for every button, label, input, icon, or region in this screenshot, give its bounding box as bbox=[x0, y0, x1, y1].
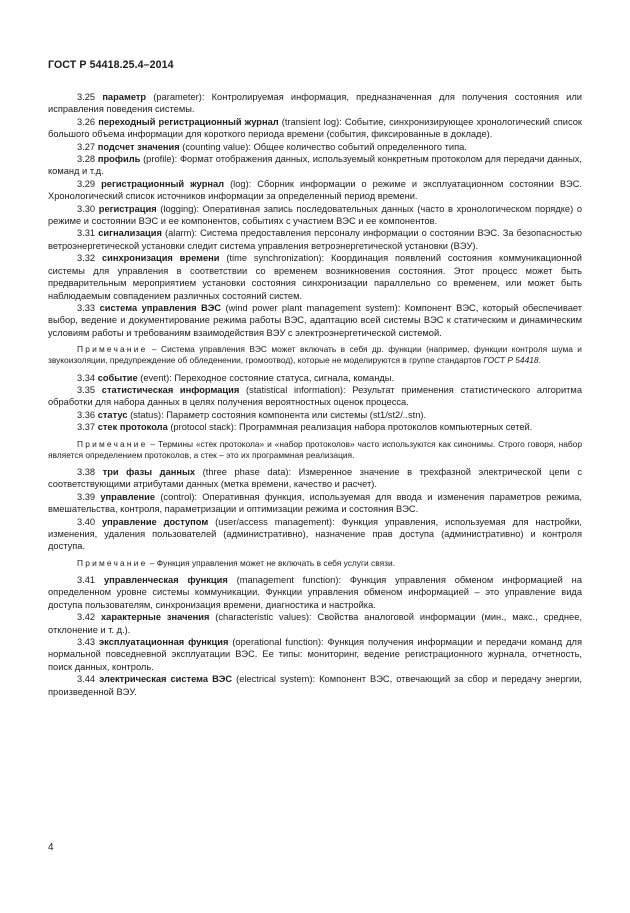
entry-definition: (wind power plant management system): Компонент ВЭС, который обеспечивает выбор, ведение и документирование режима работы ВЭС, адаптацию всей системы ВЭС к статическим и динамическим условиям работы и требованиям взаимодействия ВЭУ с электроэнергетической системой. bbox=[48, 302, 582, 338]
entry-definition: (operational function): Функция получения информации и передачи команд для нормальной повседневной эксплуатации ВЭС. Ее типы: мониторинг, ведение регистрационного журнала, отчетность, поиск данных, контроль. bbox=[48, 637, 582, 672]
entry-number: 3.35 bbox=[77, 384, 96, 395]
entry-term: стек протокола bbox=[97, 422, 168, 433]
entry-definition: (transient log): Событие, синхронизирующее хронологический список большого объема информации для короткого периода времени (события, фиксированные в докладе). bbox=[48, 116, 582, 140]
entry-definition: (logging): Оперативная запись последовательных данных (часто в хронологическом порядке) о режиме и состоянии ВЭС и ее компонентов, событиях с участием ВЭС и ее компонентов. bbox=[48, 203, 582, 227]
entry-term: сигнализация bbox=[98, 228, 162, 239]
standard-header: ГОСТ Р 54418.25.4–2014 bbox=[48, 59, 174, 71]
entry-term: подсчет значения bbox=[97, 141, 180, 152]
entry-number: 3.36 bbox=[77, 409, 96, 420]
entry-definition: (alarm): Система предоставления персоналу информации о состоянии ВЭС. За безопасностью ветроэнергетической установки следит система управления ветроэнергетической установки (ВЭУ). bbox=[48, 228, 582, 251]
note-paragraph bbox=[48, 439, 582, 461]
entry-term: управление bbox=[100, 491, 156, 502]
definition-entry bbox=[48, 203, 582, 228]
entry-number: 3.29 bbox=[77, 178, 96, 189]
entry-number: 3.43 bbox=[77, 637, 96, 648]
entry-definition: (statistical information): Результат применения статистического алгоритма обработки для набора данных в целях получения вероятностных оценок процесса. bbox=[48, 384, 582, 408]
note-tail: . bbox=[538, 355, 541, 366]
entry-definition: (time synchronization): Координация появлений состояния коммуникационной системы для управления в соответствии со временем возникновения состояния. Этот процесс может быть предварительным мероприятием установки состояния синхронизации параллельно со временем, или может быть наблюдаемым совпадением различных состояний систем. bbox=[48, 253, 582, 301]
definition-entry bbox=[48, 227, 582, 252]
definition-entry bbox=[48, 491, 582, 516]
definition-entry bbox=[48, 409, 582, 421]
note-label: Примечание bbox=[77, 438, 148, 449]
definition-entry bbox=[48, 466, 582, 491]
note-label: Примечание bbox=[77, 344, 148, 355]
page-number: 4 bbox=[48, 842, 54, 853]
definition-entry bbox=[48, 153, 582, 178]
entry-number: 3.37 bbox=[77, 422, 96, 433]
note-reference: ГОСТ Р 54418 bbox=[483, 355, 539, 366]
definition-entry bbox=[48, 91, 582, 116]
entry-number: 3.38 bbox=[77, 466, 96, 477]
note-text: – Функция управления может не включать в себя услуги связи. bbox=[147, 557, 395, 568]
entry-term: синхронизация времени bbox=[101, 253, 220, 264]
definition-entry bbox=[48, 141, 582, 153]
entry-definition: (protocol stack): Программная реализация набора протоколов компьютерных сетей. bbox=[167, 422, 533, 433]
definition-entry bbox=[48, 421, 582, 433]
definition-entry bbox=[48, 178, 582, 203]
entry-number: 3.40 bbox=[77, 516, 96, 527]
definition-entry bbox=[48, 116, 582, 141]
entry-definition: (parameter): Контролируемая информация, предназначенная для получения состояния или исправления поведения системы. bbox=[48, 92, 582, 115]
note-text: – Термины «стек протокола» и «набор протоколов» часто используются как синонимы. Строго говоря, набор является определением протоколов, а стек – это их программная реализация. bbox=[48, 438, 582, 460]
definition-entry bbox=[48, 611, 582, 636]
note-text: – Система управления ВЭС может включать в себя др. функции (например, функции контроля шума и звукоизоляции, предупреждение об обледенении, громоотвод), которые не моделируются в группе стандартов bbox=[48, 344, 582, 366]
entry-definition: (status): Параметр состояния компонента или системы (st1/st2/..stn). bbox=[127, 409, 427, 420]
entry-definition: (counting value): Общее количество событий определенного типа. bbox=[179, 141, 467, 152]
note-paragraph bbox=[48, 558, 582, 569]
entry-number: 3.33 bbox=[77, 302, 96, 313]
entry-term: три фазы данных bbox=[102, 466, 196, 477]
entry-term: регистрация bbox=[98, 203, 157, 214]
entry-term: эксплуатационная функция bbox=[99, 637, 229, 648]
definition-entry bbox=[48, 384, 582, 409]
entry-term: система управления ВЭС bbox=[99, 302, 222, 313]
entry-number: 3.42 bbox=[77, 612, 96, 623]
entry-definition: (control): Оперативная функция, используемая для ввода и изменения параметров режима, вмешательства, контроля, параметризации и оптимизации режима и состояния ВЭС. bbox=[48, 491, 582, 515]
entry-definition: (electrical system): Компонент ВЭС, отвечающий за сбор и передачу энергии, произведенной ВЭУ. bbox=[48, 674, 582, 697]
entry-term: регистрационный журнал bbox=[101, 178, 225, 189]
entry-term: переходный регистрационный журнал bbox=[98, 116, 279, 127]
entry-term: управленческая функция bbox=[103, 575, 228, 586]
entry-number: 3.32 bbox=[77, 253, 96, 264]
definitions-body bbox=[48, 91, 582, 698]
entry-number: 3.39 bbox=[77, 491, 96, 502]
definition-entry bbox=[48, 673, 582, 698]
entry-number: 3.31 bbox=[77, 228, 96, 239]
entry-number: 3.41 bbox=[77, 575, 96, 586]
entry-term: параметр bbox=[102, 92, 147, 102]
entry-number: 3.27 bbox=[77, 141, 96, 152]
definition-entry bbox=[48, 302, 582, 339]
definition-entry bbox=[48, 574, 582, 611]
definition-entry bbox=[48, 252, 582, 302]
entry-definition: (three phase data): Измеренное значение в трехфазной электрической цепи с соответствующими атрибутами данных (метка времени, качество и расчет). bbox=[48, 466, 582, 490]
entry-number: 3.28 bbox=[77, 154, 96, 165]
entry-number: 3.30 bbox=[77, 203, 96, 214]
entry-number: 3.34 bbox=[77, 372, 96, 383]
entry-definition: (profile): Формат отображения данных, используемый конкретным протоколом для передачи данных, команд и т.д. bbox=[48, 154, 582, 177]
entry-number: 3.26 bbox=[77, 116, 96, 127]
definition-entry bbox=[48, 372, 582, 384]
note-label: Примечание bbox=[77, 557, 148, 568]
note-paragraph bbox=[48, 344, 582, 366]
entry-term: событие bbox=[97, 372, 138, 383]
entry-term: профиль bbox=[97, 154, 141, 165]
entry-term: статус bbox=[97, 409, 128, 420]
entry-number: 3.44 bbox=[77, 674, 96, 685]
entry-definition: (management function): Функция управления обменом информацией на определенном уровне системы коммуникации. Функции управления обменом информацией – это управление вида доступа пользователям, синхронизация времени, диагностика и настройка. bbox=[48, 575, 582, 610]
entry-definition: (event): Переходное состояние статуса, сигнала, команды. bbox=[137, 372, 395, 383]
entry-term: характерные значения bbox=[101, 612, 210, 623]
entry-definition: (log): Сборник информации о режиме и эксплуатационном состоянии ВЭС. Хронологический список источников информации за определенный период времени. bbox=[48, 178, 582, 202]
entry-term: статистическая информация bbox=[101, 384, 240, 395]
entry-term: управление доступом bbox=[102, 516, 209, 527]
entry-definition: (characteristic values): Свойства аналоговой информации (мин., макс., среднее, отклонение и т. д.). bbox=[48, 612, 582, 635]
definition-entry bbox=[48, 636, 582, 673]
entry-definition: (user/access management): Функция управления, используемая для настройки, изменения, удаления пользователей (административно), назначение прав доступа (административно) и контроля доступа. bbox=[48, 516, 582, 552]
entry-term: электрическая система ВЭС bbox=[99, 674, 233, 685]
definition-entry bbox=[48, 516, 582, 553]
entry-number: 3.25 bbox=[77, 92, 96, 102]
